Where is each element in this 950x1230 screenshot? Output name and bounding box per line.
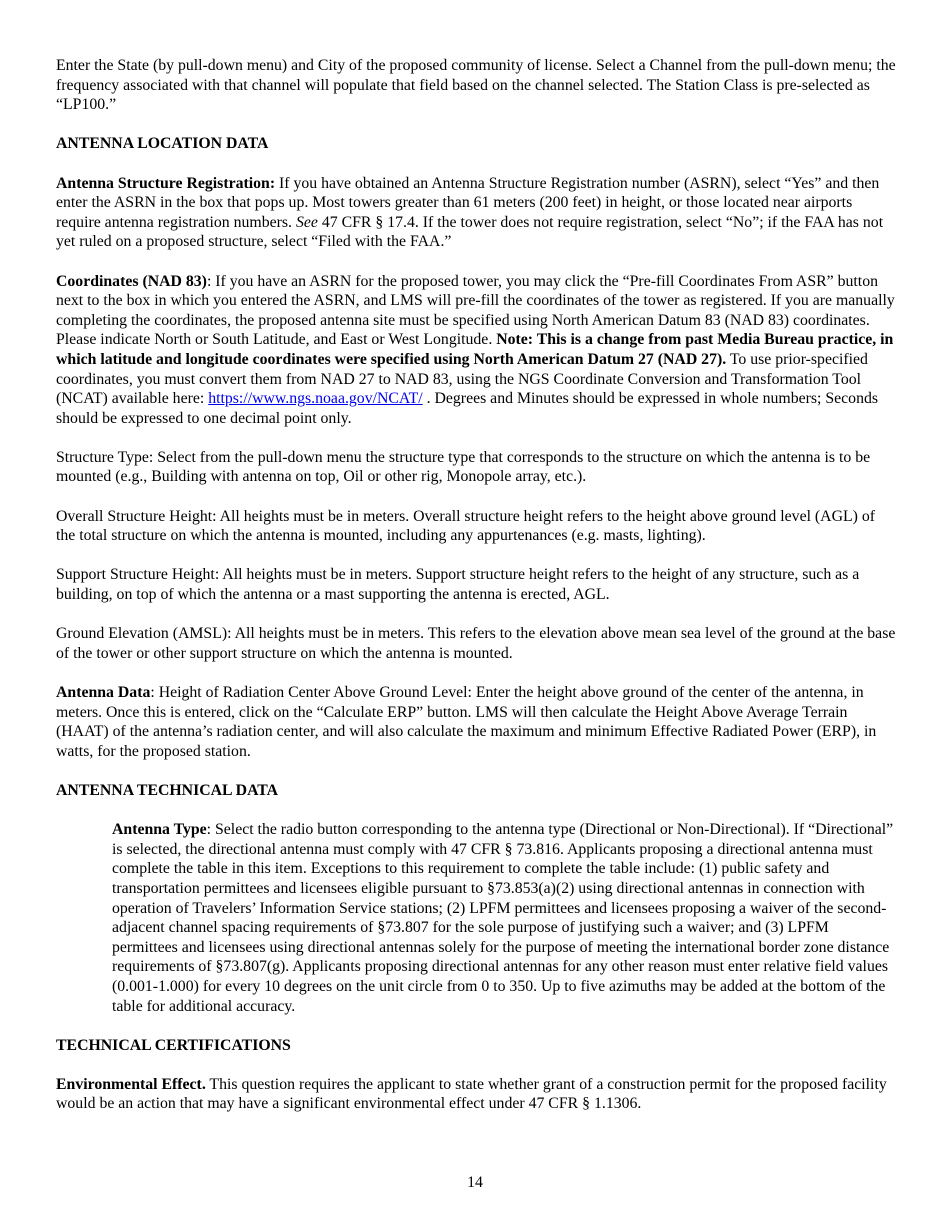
coordinates-text-1: : If you have an ASRN for the proposed tower, you may click the “Pre-fill Coordinates From ASR” button next to the box in which you entered the ASRN, and LMS will pre-fill the coordinates of the tower as registered. If you are manually completing the coordinates, the proposed antenna site must be specified using North American Datum 83 (NAD 83) coordinates. Please indicate North or South Latitude, and East or West Longitude. [56, 272, 895, 349]
asr-text-2: 47 CFR § 17.4. If the tower does not require registration, select “No”; if the FAA has not yet ruled on a proposed structure, select “Filed with the FAA.” [56, 213, 884, 251]
support-height-paragraph: Support Structure Height: All heights must be in meters. Support structure height refers to the height of any structure, such as a building, on top of which the antenna or a mast supporting the antenna is erected, AGL. [56, 566, 860, 604]
asr-paragraph [56, 174, 896, 252]
coordinates-text-2: To use prior-specified coordinates, you must convert them from NAD 27 to NAD 83, using the NGS Coordinate Conversion and Transformation Tool (NCAT) available here: [56, 350, 868, 408]
ncat-link[interactable]: https://www.ngs.noaa.gov/NCAT/ [208, 390, 423, 408]
document-page [56, 56, 896, 1134]
antenna-type-text: : Select the radio button corresponding to the antenna type (Directional or Non-Directional). If “Directional” is selected, the directional antenna must comply with 47 CFR § 73.816. Applicants proposing a directional antenna must complete the table in this item. Exceptions to this requirement to complete the table include: (1) public safety and transportation permittees and licensees eligible pursuant to §73.853(a)(2) using directional antennas in connection with operation of Travelers’ Information Service stations; (2) LPFM permittees and licensees proposing a waiver of the second-adjacent channel spacing requirements of §73.807 for the sole purpose of justifying such a waiver; and (3) LPFM permittees and licensees using directional antennas solely for the purpose of meeting the international border zone distance requirements of §73.807(g). Applicants proposing directional antennas for any other reason must enter relative field values (0.001-1.000) for every 10 degrees on the unit circle from 0 to 350. Up to five azimuths may be added at the bottom of the table for additional accuracy. [112, 821, 894, 1015]
environmental-paragraph [56, 1075, 896, 1114]
coordinates-paragraph [56, 272, 896, 429]
asr-see: See [295, 213, 318, 231]
overall-height-paragraph: Overall Structure Height: All heights must be in meters. Overall structure height refers to the height above ground level (AGL) of the total structure on which the antenna is mounted, including any appurtenances (e.g. masts, lighting). [56, 507, 876, 545]
antenna-data-text: : Height of Radiation Center Above Ground Level: Enter the height above ground of the center of the antenna, in meters. Once this is entered, click on the “Calculate ERP” button. LMS will then calculate the Height Above Average Terrain (HAAT) of the antenna’s radiation center, and will also calculate the maximum and minimum Effective Radiated Power (ERP), in watts, for the proposed station. [56, 684, 877, 760]
antenna-location-heading: ANTENNA LOCATION DATA [56, 135, 269, 153]
ground-elevation-paragraph: Ground Elevation (AMSL): All heights must be in meters. This refers to the elevation above mean sea level of the ground at the base of the tower or other support structure on which the antenna is mounted. [56, 625, 896, 662]
coordinates-note: Note: This is a change from past Media Bureau practice, in which latitude and longitude coordinates were specified using North American Datum 27 (NAD 27). [56, 331, 894, 368]
antenna-type-paragraph [56, 820, 896, 1016]
coordinates-text-3: . Degrees and Minutes should be expressed in whole numbers; Seconds should be expressed to one decimal point only. [56, 390, 879, 427]
intro-paragraph: Enter the State (by pull-down menu) and City of the proposed community of license. Select a Channel from the pull-down menu; the frequency associated with that channel will populate that field based on the channel selected. The Station Class is pre-selected as “LP100.” [56, 57, 896, 114]
antenna-type-label: Antenna Type [112, 821, 207, 839]
asr-text-1: If you have obtained an Antenna Structure Registration number (ASRN), select “Yes” and then enter the ASRN in the box that pops up. Most towers greater than 61 meters (200 feet) in height, or those located near airports require antenna registration numbers. [56, 174, 880, 231]
antenna-data-paragraph [56, 683, 896, 761]
page-number: 14 [467, 1174, 483, 1191]
technical-certifications-heading: TECHNICAL CERTIFICATIONS [56, 1036, 291, 1054]
antenna-technical-heading: ANTENNA TECHNICAL DATA [56, 781, 279, 799]
antenna-data-label: Antenna Data [56, 684, 151, 701]
asr-label: Antenna Structure Registration: [56, 174, 276, 192]
coordinates-label: Coordinates (NAD 83) [56, 272, 207, 290]
environmental-label: Environmental Effect. [56, 1075, 206, 1093]
environmental-text: This question requires the applicant to state whether grant of a construction permit for the proposed facility would be an action that may have a significant environmental effect under 47 CFR § 1.1306. [56, 1075, 887, 1113]
structure-type-paragraph: Structure Type: Select from the pull-down menu the structure type that corresponds to the structure on which the antenna is to be mounted (e.g., Building with antenna on top, Oil or other rig, Monopole array, etc.). [56, 448, 871, 486]
